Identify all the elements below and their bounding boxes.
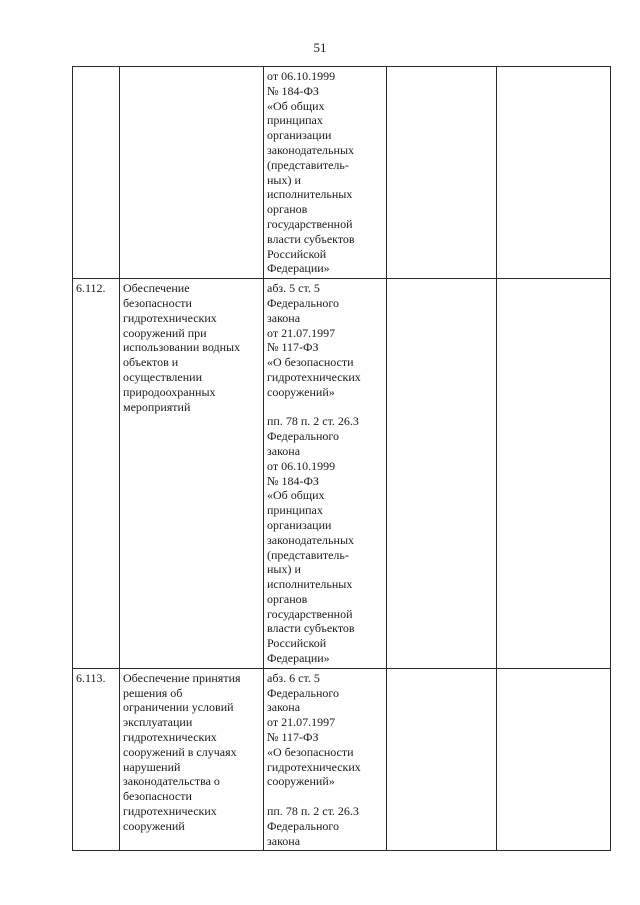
authority-name-line: эксплуатации	[123, 715, 193, 730]
legal-basis-line: «Об общих	[267, 98, 325, 113]
authority-name-line: осуществлении	[123, 369, 202, 384]
authority-name-line: решения об	[123, 685, 183, 700]
legal-basis-line: Российской	[267, 246, 327, 261]
authority-name-line: безопасности	[123, 789, 192, 804]
legal-basis-line: № 184-ФЗ	[267, 473, 319, 488]
authority-name-line: гидротехнических	[123, 804, 217, 819]
legal-basis-line: от 21.07.1997	[267, 325, 336, 340]
legal-basis-line: закона	[267, 700, 301, 715]
extra-cell-2	[497, 668, 611, 851]
page-number: 51	[313, 40, 327, 55]
item-number-cell: 6.113.	[73, 668, 120, 851]
legal-basis-line: пп. 78 п. 2 ст. 26.3	[267, 804, 359, 819]
extra-cell-2	[497, 67, 611, 279]
legal-basis-line: пп. 78 п. 2 ст. 26.3	[267, 414, 359, 429]
extra-cell-1	[387, 668, 497, 851]
authority-name-line: сооружений при	[123, 325, 207, 340]
legal-basis-line: Российской	[267, 636, 327, 651]
legal-basis-line: закона	[267, 310, 301, 325]
legal-basis-line: № 117-ФЗ	[267, 340, 319, 355]
extra-cell-1	[387, 67, 497, 279]
legal-basis-line: от 06.10.1999	[267, 69, 336, 83]
extra-cell-2	[497, 279, 611, 669]
legal-basis-line: закона	[267, 443, 301, 458]
paragraph-gap	[267, 400, 383, 415]
legal-basis-line: № 117-ФЗ	[267, 730, 319, 745]
legal-basis-line: законодательных	[267, 142, 354, 157]
legal-basis-line: Федерального	[267, 818, 340, 833]
table-row	[73, 668, 611, 851]
legal-basis-line: гидротехнических	[267, 369, 361, 384]
legal-basis-line: от 21.07.1997	[267, 715, 336, 730]
legal-basis-cell	[264, 279, 387, 669]
table-row	[73, 67, 611, 279]
legal-basis-line: принципах	[267, 503, 323, 518]
legal-basis-line: исполнительных	[267, 187, 353, 202]
authority-name-line: мероприятий	[123, 399, 191, 414]
authority-name-line: объектов и	[123, 355, 179, 370]
authority-name-line: ограничении условий	[123, 700, 234, 715]
authority-name-line: Обеспечение принятия	[123, 670, 241, 685]
legal-basis-line: органов	[267, 591, 308, 606]
authority-name-line: сооружений	[123, 818, 185, 833]
document-table	[72, 66, 611, 851]
legal-basis-line: Федерации»	[267, 651, 330, 666]
authority-name-line: сооружений в случаях	[123, 744, 237, 759]
legal-basis-line: законодательных	[267, 532, 354, 547]
authority-name-line: природоохранных	[123, 384, 216, 399]
legal-basis-line: государственной	[267, 606, 353, 621]
authority-name-line: безопасности	[123, 295, 192, 310]
legal-basis-line: закона	[267, 833, 301, 848]
authority-name-line: Обеспечение	[123, 281, 190, 296]
table-body	[73, 67, 611, 851]
legal-basis-line: Федерального	[267, 685, 340, 700]
legal-basis-line: сооружений»	[267, 774, 335, 789]
legal-basis-line: ных) и	[267, 562, 301, 577]
legal-basis-line: абз. 6 ст. 5	[267, 670, 320, 685]
legal-basis-line: Федерального	[267, 295, 340, 310]
authority-name-line: нарушений	[123, 759, 181, 774]
legal-basis-line: (представитель-	[267, 157, 349, 172]
legal-basis-line: органов	[267, 202, 308, 217]
legal-basis-line: «О безопасности	[267, 355, 354, 370]
legal-basis-line: от 06.10.1999	[267, 458, 336, 473]
legal-basis-line: Федерального	[267, 429, 340, 444]
legal-basis-line: организации	[267, 128, 332, 143]
legal-basis-line: абз. 5 ст. 5	[267, 281, 320, 296]
legal-basis-line: организации	[267, 517, 332, 532]
legal-basis-line: № 184-ФЗ	[267, 83, 319, 98]
legal-basis-line: Федерации»	[267, 261, 330, 276]
authority-name-line: гидротехнических	[123, 730, 217, 745]
legal-basis-line: власти субъектов	[267, 621, 355, 636]
legal-basis-line: принципах	[267, 113, 323, 128]
table-row	[73, 279, 611, 669]
legal-basis-cell	[264, 668, 387, 851]
legal-basis-line: исполнительных	[267, 577, 353, 592]
authority-name-cell	[120, 67, 264, 279]
legal-basis-cell	[264, 67, 387, 279]
legal-basis-line: сооружений»	[267, 384, 335, 399]
legal-basis-line: (представитель-	[267, 547, 349, 562]
item-number-cell	[73, 67, 120, 279]
legal-basis-line: «Об общих	[267, 488, 325, 503]
legal-basis-line: ных) и	[267, 172, 301, 187]
legal-basis-line: государственной	[267, 216, 353, 231]
paragraph-gap	[267, 789, 383, 804]
legal-basis-line: гидротехнических	[267, 759, 361, 774]
legal-basis-line: власти субъектов	[267, 231, 355, 246]
item-number-cell: 6.112.	[73, 279, 120, 669]
authority-name-cell	[120, 279, 264, 669]
authority-name-line: использовании водных	[123, 340, 241, 355]
authority-name-line: законодательства о	[123, 774, 220, 789]
authority-name-cell	[120, 668, 264, 851]
extra-cell-1	[387, 279, 497, 669]
legal-basis-line: «О безопасности	[267, 744, 354, 759]
authority-name-line: гидротехнических	[123, 310, 217, 325]
